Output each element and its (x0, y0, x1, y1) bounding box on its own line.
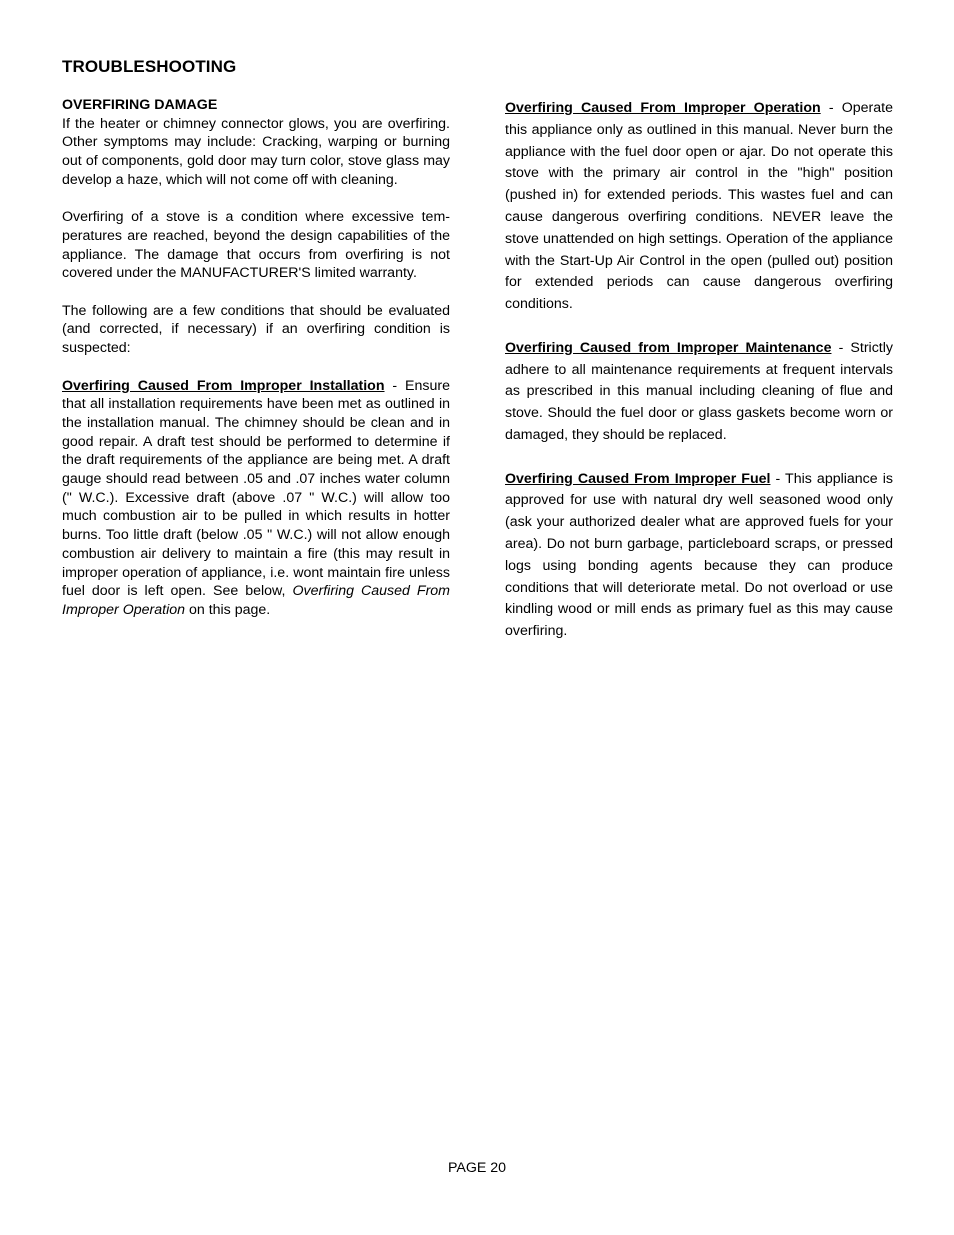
overfiring-damage-text: If the heater or chimney connector glows, you are overfiring. Other symptoms may include: Cracking, warping or burning out of components, gold door may turn color, stove glass may develop a haze, which will not come off with cleaning. (62, 115, 450, 188)
improper-operation-heading: Overfiring Caused From Improper Operation (505, 100, 821, 116)
improper-installation-paragraph (62, 377, 450, 620)
improper-maintenance-text: - Strictly adhere to all maintenance requirements at frequent intervals as prescribed in this manual including cleaning of flue and stove. Should the fuel door or glass gaskets become worn or damaged, they should be replaced. (505, 339, 893, 443)
overfiring-damage-heading: OVERFIRING DAMAGE (62, 97, 218, 113)
overfiring-definition-paragraph: Overfiring of a stove is a condition where excessive temperatures are reached, beyond the design capabilities of the appliance. The damage that occurs from overfiring is not covered under the MANUFACTURER'S limited warranty. (62, 209, 450, 282)
page-title: TROUBLESHOOTING (62, 57, 237, 76)
improper-operation-text: - Operate this appliance only as outlined in this manual. Never burn the appliance with the fuel door open or ajar. Do not operate this stove with the primary air control in the "high" position (pushed in) for extended periods. This wastes fuel and can cause dangerous overfiring conditions. NEVER leave the stove unattended on high settings. Operation of the appliance with the Start-Up Air Control in the open (pulled out) position for extended periods can cause dangerous overfiring conditions. (505, 100, 893, 313)
improper-fuel-paragraph (505, 469, 893, 643)
improper-operation-paragraph (505, 98, 893, 316)
conditions-intro-paragraph: The following are a few conditions that should be evaluated (and corrected, if necessary) if an overfiring condition is suspected: (62, 302, 450, 357)
improper-fuel-heading: Overfiring Caused From Improper Fuel (505, 470, 771, 487)
right-column (505, 98, 893, 665)
improper-installation-text: - Ensure that all installation requirements have been met as outlined in the installation manual. The chimney should be clean and in good repair. A draft test should be performed to determine if the draft requirements of the appliance are being met. A draft gauge should read between .05 and .07 inches water column (" W.C.). Excessive draft (above .07 " W.C.) will allow too much combustion air to be pulled in which results in hotter burns. Too little draft (below .05 " W.C.) will not allow enough combustion air delivery to maintain a fire (this may result in improper operation of appliance, i.e. wont maintain fire unless fuel door is left open. See below, (62, 377, 450, 600)
improper-maintenance-heading: Overfiring Caused from Improper Maintenance (505, 339, 832, 356)
left-column (62, 96, 450, 638)
improper-maintenance-paragraph (505, 338, 893, 447)
overfiring-damage-section (62, 96, 450, 190)
improper-fuel-text: - This appliance is approved for use with natural dry well seasoned wood only (ask your authorized dealer what are approved fuels for your area). Do not burn garbage, particleboard scraps, or pressed logs using bonding agents because they can produce conditions that will deteriorate metal. Do not overload or use kindling wood or mill ends as primary fuel as this may cause overfiring. (505, 470, 893, 640)
page-number: PAGE 20 (447, 1160, 507, 1176)
improper-operation-reference: Overfiring Caused From Improper Operation (62, 583, 450, 618)
improper-installation-tail: on this page. (185, 601, 271, 618)
improper-installation-heading: Overfiring Caused From Improper Installation (62, 377, 385, 394)
